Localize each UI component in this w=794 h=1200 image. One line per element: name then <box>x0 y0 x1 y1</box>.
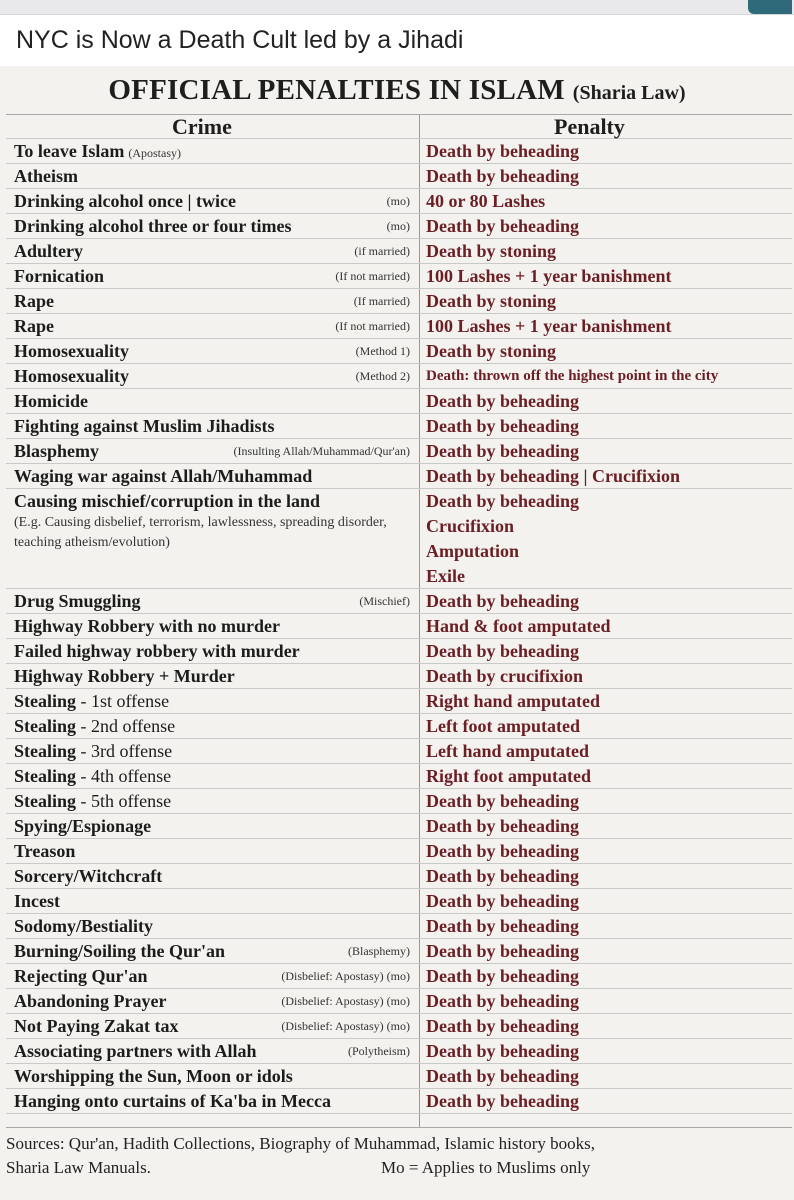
table-row <box>6 389 792 414</box>
crime-label: Stealing <box>14 791 77 811</box>
crime-cell <box>14 139 314 164</box>
table-row <box>6 839 792 864</box>
crime-cell <box>14 839 314 864</box>
crime-label: Adultery <box>14 241 83 261</box>
table-row <box>6 214 792 239</box>
penalty-cell: Death by beheading <box>426 391 580 411</box>
table-row <box>6 814 792 839</box>
crime-label: Stealing <box>14 691 77 711</box>
crime-label: Homosexuality <box>14 366 129 386</box>
crime-label: Waging war against Allah/Muhammad <box>14 466 313 486</box>
crime-cell <box>14 614 314 639</box>
crime-cell <box>14 314 314 339</box>
penalty-cell: Death by beheading <box>426 991 580 1011</box>
penalty-cell: Death by beheading <box>426 866 580 886</box>
table-row <box>6 489 792 589</box>
crime-cell <box>14 339 314 364</box>
table-row <box>6 689 792 714</box>
penalty-cell: Death by beheading | Crucifixion <box>426 466 680 486</box>
penalty-cell: Death by crucifixion <box>426 666 583 686</box>
crime-offense: - 3rd offense <box>76 741 173 761</box>
crime-inline-note: (Apostasy) <box>128 146 182 160</box>
crime-label: Highway Robbery with no murder <box>14 616 281 636</box>
crime-cell <box>14 289 314 314</box>
penalty-cell: Right hand amputated <box>426 691 601 711</box>
crime-note: (Mischief) <box>359 594 410 608</box>
crime-cell <box>14 1064 314 1089</box>
table-row <box>6 1014 792 1039</box>
crime-cell <box>14 964 314 989</box>
crime-cell <box>14 739 314 764</box>
crime-label: Incest <box>14 891 60 911</box>
crime-note: (mo) <box>386 194 410 208</box>
table-row <box>6 239 792 264</box>
table-row <box>6 1039 792 1064</box>
crime-label: Atheism <box>14 166 78 186</box>
table-row <box>6 1064 792 1089</box>
crime-cell <box>14 489 321 514</box>
crime-cell <box>14 1089 332 1114</box>
penalty-cell: Death by beheading <box>426 966 580 986</box>
penalty-cell: Death by beheading <box>426 791 580 811</box>
crime-cell <box>14 714 314 739</box>
penalty-item: Crucifixion <box>426 516 514 536</box>
crime-label: Rejecting Qur'an <box>14 966 148 986</box>
table-row <box>6 164 792 189</box>
penalty-cell: Death: thrown off the highest point in the city <box>426 368 719 384</box>
table-row <box>6 664 792 689</box>
title-subtitle: (Sharia Law) <box>572 82 686 104</box>
crime-label: Rape <box>14 316 54 336</box>
penalty-cell: Death by beheading <box>426 216 580 236</box>
crime-label: Causing mischief/corruption in the land <box>14 491 321 511</box>
crime-label: Failed highway robbery with murder <box>14 641 300 661</box>
table-row <box>6 764 792 789</box>
crime-cell <box>14 164 314 189</box>
table-row <box>6 364 792 389</box>
penalty-cell: 100 Lashes + 1 year banishment <box>426 316 672 336</box>
sources-line-1: Sources: Qur'an, Hadith Collections, Biography of Muhammad, Islamic history books, <box>6 1134 596 1153</box>
crime-offense: - 4th offense <box>76 766 172 786</box>
crime-cell <box>14 989 314 1014</box>
crime-cell <box>14 364 314 389</box>
table-row <box>6 864 792 889</box>
penalty-cell: Death by beheading <box>426 1016 580 1036</box>
crime-label: Drinking alcohol once | twice <box>14 191 236 211</box>
table-row <box>6 139 792 164</box>
penalty-cell: Death by stoning <box>426 341 557 361</box>
table-row <box>6 964 792 989</box>
table-row <box>6 989 792 1014</box>
table-row <box>6 339 792 364</box>
penalty-cell: Hand & foot amputated <box>426 616 611 636</box>
crime-cell <box>14 589 314 614</box>
penalty-cell: Death by beheading <box>426 591 580 611</box>
penalty-cell: Death by stoning <box>426 291 557 311</box>
crime-cell <box>14 939 314 964</box>
crime-note: (Method 2) <box>355 369 410 383</box>
crime-note: (Blasphemy) <box>348 944 410 958</box>
crime-note: (mo) <box>386 219 410 233</box>
crime-cell <box>14 664 314 689</box>
crime-detail: (E.g. Causing disbelief, terrorism, lawlessness, spreading disorder, teaching atheism/evolution) <box>14 515 387 550</box>
crime-cell <box>14 214 314 239</box>
crime-cell <box>14 914 314 939</box>
penalty-cell: Death by beheading <box>426 841 580 861</box>
crime-label: Worshipping the Sun, Moon or idols <box>14 1066 293 1086</box>
crime-label: Stealing <box>14 766 77 786</box>
table-row <box>6 414 792 439</box>
crime-note: (If not married) <box>335 319 410 333</box>
penalty-item: Exile <box>426 566 465 586</box>
penalty-cell: Death by beheading <box>426 166 580 186</box>
crime-label: Drug Smuggling <box>14 591 141 611</box>
sources-footer <box>6 1127 792 1188</box>
table-row <box>6 939 792 964</box>
crime-cell <box>14 239 314 264</box>
crime-cell <box>14 464 314 489</box>
penalty-cell: Death by beheading <box>426 941 580 961</box>
crime-cell <box>14 389 314 414</box>
crime-cell <box>14 1039 314 1064</box>
penalty-cell: Death by beheading <box>426 1066 580 1086</box>
crime-label: Sodomy/Bestiality <box>14 916 154 936</box>
penalty-cell: 100 Lashes + 1 year banishment <box>426 266 672 286</box>
table-row <box>6 739 792 764</box>
table-row <box>6 1089 792 1114</box>
crime-cell <box>14 814 314 839</box>
table-header-row <box>6 115 792 139</box>
legend-note: Mo = Applies to Muslims only <box>381 1158 591 1177</box>
penalty-cell: Death by stoning <box>426 241 557 261</box>
crime-label: Hanging onto curtains of Ka'ba in Mecca <box>14 1091 332 1111</box>
table-row <box>6 889 792 914</box>
crime-cell <box>14 789 314 814</box>
table-row <box>6 789 792 814</box>
crime-cell <box>14 689 314 714</box>
crime-cell <box>14 864 314 889</box>
table-row <box>6 614 792 639</box>
penalty-list <box>426 489 786 589</box>
table-row <box>6 439 792 464</box>
crime-label: Sorcery/Witchcraft <box>14 866 163 886</box>
crime-note: (Insulting Allah/Muhammad/Qur'an) <box>233 444 410 458</box>
penalty-cell: Death by beheading <box>426 441 580 461</box>
penalty-item: Death by beheading <box>426 491 580 511</box>
crime-cell <box>14 639 314 664</box>
crime-label: Fornication <box>14 266 104 286</box>
crime-label: Associating partners with Allah <box>14 1041 257 1061</box>
crime-label: Abandoning Prayer <box>14 991 167 1011</box>
crime-cell <box>14 189 314 214</box>
crime-label: Rape <box>14 291 54 311</box>
crime-note: (If not married) <box>335 269 410 283</box>
crime-label: Stealing <box>14 716 77 736</box>
table-row <box>6 189 792 214</box>
crime-label: Treason <box>14 841 76 861</box>
crime-label: To leave Islam <box>14 141 125 161</box>
crime-cell <box>14 889 314 914</box>
penalty-cell: 40 or 80 Lashes <box>426 191 546 211</box>
document-title <box>0 74 794 116</box>
table-row <box>6 264 792 289</box>
penalty-cell: Death by beheading <box>426 891 580 911</box>
header-penalty: Penalty <box>554 114 625 139</box>
penalty-cell: Death by beheading <box>426 1041 580 1061</box>
penalty-cell: Death by beheading <box>426 641 580 661</box>
penalty-cell: Death by beheading <box>426 1091 580 1111</box>
title-main: OFFICIAL PENALTIES IN ISLAM <box>108 74 565 106</box>
crime-note: (Polytheism) <box>348 1044 410 1058</box>
top-bar <box>0 0 794 15</box>
crime-offense: - 2nd offense <box>76 716 176 736</box>
penalty-cell: Death by beheading <box>426 416 580 436</box>
table-row <box>6 639 792 664</box>
crime-note: (If married) <box>353 294 410 308</box>
table-row <box>6 314 792 339</box>
penalty-cell: Death by beheading <box>426 816 580 836</box>
penalty-cell: Death by beheading <box>426 916 580 936</box>
crime-label: Homosexuality <box>14 341 129 361</box>
crime-label: Drinking alcohol three or four times <box>14 216 292 236</box>
penalties-document <box>0 66 794 1200</box>
crime-label: Highway Robbery + Murder <box>14 666 235 686</box>
penalty-item: Amputation <box>426 541 520 561</box>
crime-label: Not Paying Zakat tax <box>14 1016 179 1036</box>
table-row <box>6 714 792 739</box>
header-crime: Crime <box>172 114 232 139</box>
penalties-table <box>6 114 792 1114</box>
sources-line-2: Sharia Law Manuals. <box>6 1158 151 1177</box>
penalty-cell: Death by beheading <box>426 141 580 161</box>
crime-cell <box>14 264 314 289</box>
crime-label: Homicide <box>14 391 88 411</box>
crime-note: (Disbelief: Apostasy) (mo) <box>281 969 410 983</box>
crime-offense: - 5th offense <box>76 791 172 811</box>
table-row <box>6 589 792 614</box>
crime-offense: - 1st offense <box>76 691 170 711</box>
crime-cell <box>14 1014 314 1039</box>
penalty-cell: Right foot amputated <box>426 766 591 786</box>
penalty-cell: Left foot amputated <box>426 716 580 736</box>
crime-note: (Disbelief: Apostasy) (mo) <box>281 1019 410 1033</box>
table-row <box>6 464 792 489</box>
top-bar-button[interactable] <box>748 0 792 14</box>
crime-cell <box>14 414 314 439</box>
crime-note: (Disbelief: Apostasy) (mo) <box>281 994 410 1008</box>
crime-cell <box>14 764 314 789</box>
crime-label: Blasphemy <box>14 441 100 461</box>
post-caption: NYC is Now a Death Cult led by a Jihadi <box>16 26 464 54</box>
penalty-cell: Left hand amputated <box>426 741 590 761</box>
table-row <box>6 914 792 939</box>
crime-note: (Method 1) <box>355 344 410 358</box>
crime-label: Spying/Espionage <box>14 816 152 836</box>
table-row <box>6 289 792 314</box>
crime-label: Fighting against Muslim Jihadists <box>14 416 275 436</box>
crime-label: Stealing <box>14 741 77 761</box>
crime-label: Burning/Soiling the Qur'an <box>14 941 226 961</box>
crime-note: (if married) <box>354 244 410 258</box>
